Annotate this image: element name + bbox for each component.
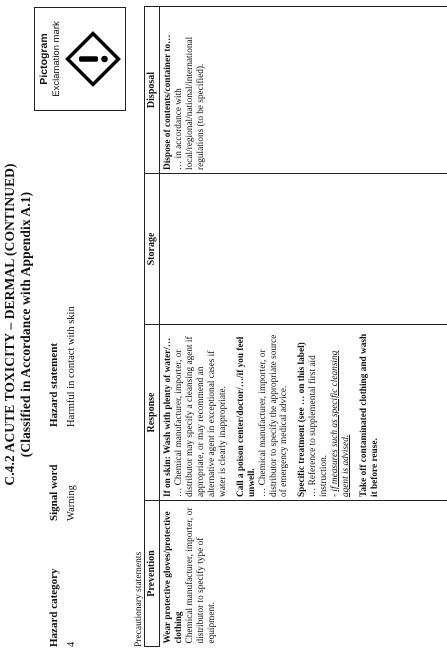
storage-cell bbox=[159, 174, 447, 325]
exclamation-mark-diamond-icon bbox=[65, 31, 121, 87]
disposal-heading: Dispose of contents/container to… bbox=[162, 34, 173, 170]
pictogram-label: Pictogram bbox=[38, 33, 50, 85]
precautionary-table bbox=[144, 6, 447, 647]
note-text: if measures such as specific cleansing agent is advised. bbox=[330, 350, 352, 497]
hazard-statement-value: Harmful in contact with skin bbox=[66, 306, 77, 427]
document-title: C.4.2 ACUTE TOXICITY – DERMAL (CONTINUED) bbox=[2, 163, 17, 486]
precautionary-caption: Precautionary statements bbox=[134, 551, 144, 647]
hazard-category-value: 4 bbox=[66, 641, 77, 647]
prevention-text: Chemical manufacturer, importer, or distributor to specify type of equipment. bbox=[184, 507, 217, 644]
column-header-prevention: Prevention bbox=[145, 501, 160, 647]
document-subtitle: (Classified in Accordance with Appendix A.1) bbox=[18, 191, 33, 458]
response-treatment-text: … Reference to supplemental first aid instruction. bbox=[308, 355, 330, 497]
note-dash: - bbox=[330, 491, 341, 497]
response-treatment-note bbox=[330, 328, 352, 497]
response-skin-text: … Chemical manufacturer, importer, or distributor may specify a cleansing agent if appropriate, or may recommend an alternative agent in exceptional cases if water is clearly inappropriate. bbox=[173, 336, 228, 497]
response-clothing-heading: Take off contaminated clothing and wash it before reuse. bbox=[359, 333, 381, 497]
response-skin-heading: If on skin: Wash with plenty of water/… bbox=[162, 337, 173, 497]
hazard-category-label: Hazard category bbox=[48, 568, 60, 647]
disposal-cell bbox=[159, 7, 447, 174]
response-cell bbox=[159, 325, 447, 501]
column-header-storage: Storage bbox=[145, 174, 160, 325]
disposal-text: … in accordance with local/regional/national/international regulations (to be specified). bbox=[173, 36, 206, 170]
response-poison-text: … Chemical manufacturer, importer, or distributor to specify the appropriate source of emergency medical advice. bbox=[257, 334, 290, 497]
column-header-response: Response bbox=[145, 325, 160, 501]
prevention-heading: Wear protective gloves/protective clothing bbox=[162, 511, 184, 644]
signal-word-label: Signal word bbox=[48, 464, 60, 521]
signal-word-value: Warning bbox=[66, 485, 77, 521]
column-header-disposal: Disposal bbox=[145, 7, 160, 174]
prevention-cell bbox=[159, 501, 447, 647]
pictogram-name: Exclamation mark bbox=[51, 21, 62, 97]
response-poison-heading: Call a poison center/doctor/…/if you feel unwell. bbox=[235, 336, 257, 497]
pictogram-box bbox=[34, 7, 126, 111]
hazard-statement-label: Hazard statement bbox=[48, 342, 60, 427]
response-treatment-heading: Specific treatment (see … on this label) bbox=[297, 342, 308, 497]
